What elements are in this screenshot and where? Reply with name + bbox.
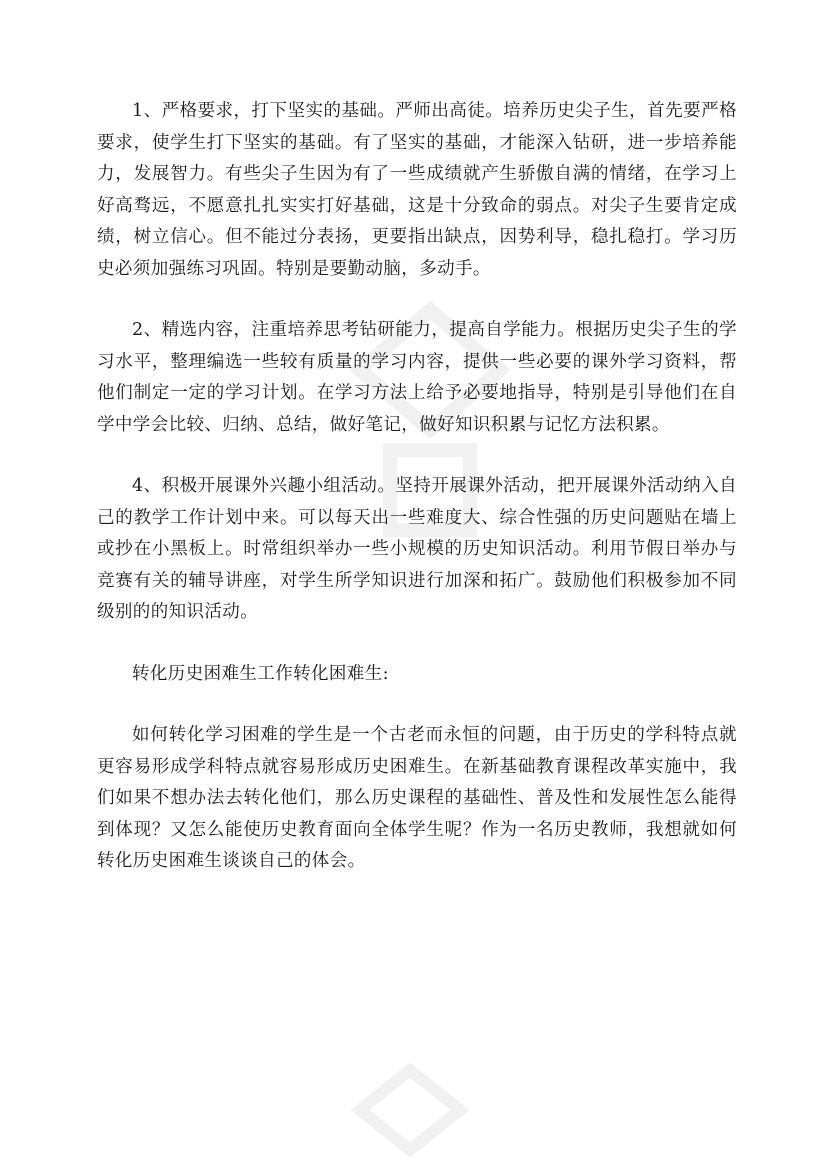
- section-heading: 转化历史困难生工作转化困难生:: [132, 663, 389, 684]
- paragraph-1: 1、严格要求，打下坚实的基础。严师出高徒。培养历史尖子生，首先要严格要求，使学生打下坚实的基础。有了坚实的基础，才能深入钻研，进一步培养能力，发展智力。有些尖子生因为有了一些成绩就产生骄傲自满的情绪，在学习上好高骛远，不愿意扎扎实实打好基础，这是十分致命的弱点。对尖子生要肯定成绩，树立信心。但不能过分表扬，更要指出缺点，因势利导，稳扎稳打。学习历史必须加强练习巩固。特别是要勤动脑，多动手。: [97, 101, 737, 279]
- paragraph-5: 如何转化学习困难的学生是一个古老而永恒的问题，由于历史的学科特点就更容易形成学科特点就容易形成历史困难生。在新基础教育课程改革实施中，我们如果不想办法去转化他们，那么历史课程的基础性、普及性和发展性怎么能得到体现？又怎么能使历史教育面向全体学生呢？作为一名历史教师，我想就如何转化历史困难生谈谈自己的体会。: [97, 725, 737, 871]
- paragraph-4: 4、积极开展课外兴趣小组活动。坚持开展课外活动，把开展课外活动纳入自己的教学工作计划中来。可以每天出一些难度大、综合性强的历史问题贴在墙上或抄在小黑板上。时常组织举办一些小规模的历史知识活动。利用节假日举办与竞赛有关的辅导讲座，对学生所学知识进行加深和拓广。鼓励他们积极参加不同级别的的知识活动。: [97, 476, 737, 622]
- watermark-bottom-icon: [340, 1050, 480, 1174]
- document-body: [97, 96, 737, 878]
- paragraph-2: 2、精选内容，注重培养思考钻研能力，提高自学能力。根据历史尖子生的学习水平，整理编选一些较有质量的学习内容，提供一些必要的课外学习资料，帮他们制定一定的学习计划。在学习方法上给予必要地指导，特别是引导他们在自学中学会比较、归纳、总结，做好笔记，做好知识积累与记忆方法积累。: [97, 320, 737, 435]
